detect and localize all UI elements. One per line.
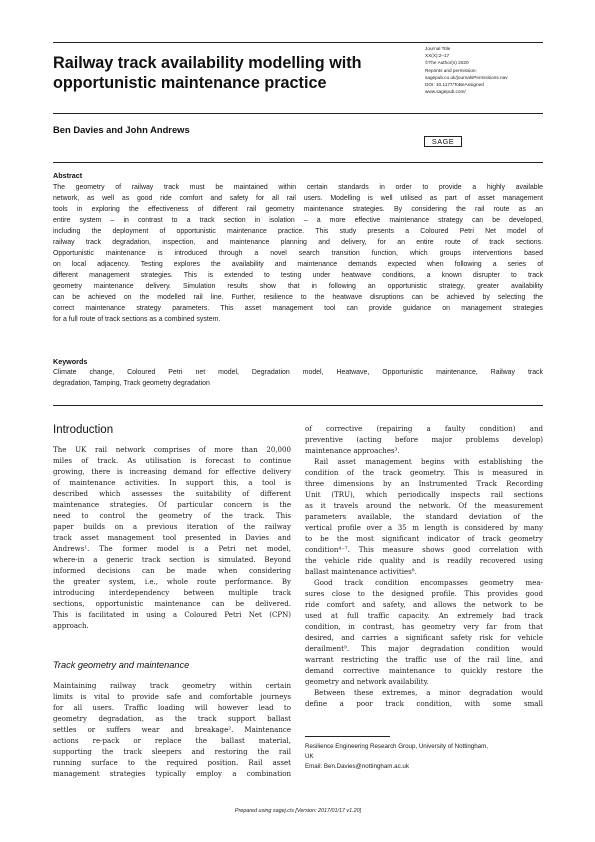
title-line: opportunistic maintenance practice xyxy=(53,74,327,92)
body-text-line: Rail asset management begins with establishing the xyxy=(314,457,543,466)
body-text-line: sections, opportunistic maintenance can be delivered. xyxy=(53,599,291,608)
body-text-line: geometry and network availability. xyxy=(305,677,429,686)
abstract-line: network, as well as good ride comfort and safety for all rail users. Modelling is well utilised as part of asset management xyxy=(53,195,543,202)
body-text-line: condition, in contrast, has geometry very far from that xyxy=(305,622,543,631)
subsection-heading: Track geometry and maintenance xyxy=(53,660,190,670)
section-heading-introduction: Introduction xyxy=(53,424,114,436)
abstract-line: tools in exploring the effectiveness of different rail geometry maintenance strategies. By considering the rail route as an xyxy=(53,206,543,213)
body-text-line: the vehicle ride quality and is readily recovered using xyxy=(305,556,543,565)
body-text-line: management strategies typically employ a combination xyxy=(53,769,291,778)
body-text-line: of corrective (repairing a faulty condition) and xyxy=(305,424,543,433)
footnote-rule xyxy=(305,736,390,737)
body-text-line: need to control the geometry of the track. This xyxy=(53,511,291,520)
body-text-line: condition of the track geometry. This is measured in xyxy=(305,468,543,477)
body-text-line: Andrews¹. The former model is a Petri net model, xyxy=(53,544,291,553)
body-text-line: settles or suffers wear and breakage². Maintenance xyxy=(53,725,291,734)
body-text-line: three dimensions by an Instrumented Track Recording xyxy=(305,479,543,488)
body-text-line: maintenance strategies. Of particular concern is the xyxy=(53,500,291,509)
body-text-line: paper builds on a previous iteration of the railway xyxy=(53,522,291,531)
body-text-line: actions re-pack or replace the ballast material, xyxy=(53,736,291,745)
abstract-line: different management strategies. This is extended to testing under heatwave conditions, a known disrupter to track xyxy=(53,272,543,279)
body-text-line: define a poor track condition, with some small xyxy=(305,699,543,708)
abstract-line: correct maintenance strategy parameters. This asset management tool can provide guidance on management strategies xyxy=(53,305,543,312)
body-text-line: running surface to the required position. Rail asset xyxy=(53,758,291,767)
abstract-line: The geometry of railway track must be maintained within certain standards in order to provide a highly available xyxy=(53,184,543,191)
journal-meta-line: ©The Author(s) 2020 xyxy=(425,60,469,66)
body-text-line: of maintenance activities. In support this, a tool is xyxy=(53,478,291,487)
publisher-logo: SAGE xyxy=(424,136,462,147)
body-text-line: Between these extremes, a minor degradation would xyxy=(314,688,543,697)
abstract-line: including the deployment of opportunistic maintenance practice. This study presents a Coloured Petri Net model of xyxy=(53,228,543,235)
abstract-heading: Abstract xyxy=(53,171,83,180)
abstract-line: can be achieved on the modelled rail line. Further, resilience to the heatwave disruptions can be achieved by selecting the xyxy=(53,294,543,301)
top-rule xyxy=(53,42,543,43)
page-footer: Prepared using sagej.cls [Version: 2017/01/17 v1.20] xyxy=(234,808,362,814)
affiliation-line: Resilience Engineering Research Group, University of Nottingham, xyxy=(305,743,488,750)
body-text-line: informed decisions can be made when considering xyxy=(53,566,291,575)
body-text-line: miles of track. As utilisation is forecast to continue xyxy=(53,456,291,465)
abstract-bottom-rule xyxy=(53,405,543,406)
body-text-line: preventive (acting before major problems develop) xyxy=(305,435,543,444)
keywords-line: degradation, Tamping, Track geometry degradation xyxy=(53,380,210,387)
body-text-line: The UK rail network comprises of more than 20,000 xyxy=(53,445,291,454)
journal-meta-line: Reprints and permission: xyxy=(425,67,477,73)
title-line: Railway track availability modelling with xyxy=(53,54,362,72)
body-text-line: desired, and carries a significant safety risk for vehicle xyxy=(305,633,543,642)
body-text-line: Unit (TRU), which periodically inspects rail sections xyxy=(305,490,543,499)
journal-meta-line: sagepub.co.uk/journalsPermissions.nav xyxy=(425,74,508,80)
body-text-line: parameters available, the standard deviation of the xyxy=(305,512,543,521)
body-text-line: demand corrective maintenance to quickly restore the xyxy=(305,666,543,675)
keywords-heading: Keywords xyxy=(53,357,88,366)
keywords-line: Climate change, Coloured Petri net model, Degradation model, Heatwave, Opportunistic maintenance, Railway track xyxy=(53,369,543,376)
abstract-line: on local adjacency. Testing explores the availability and maintenance demands expected when following a series of xyxy=(53,261,543,268)
body-text-line: limits is vital to provide safe and comfortable journeys xyxy=(53,692,291,701)
body-text-line: maintenance approaches³. xyxy=(305,446,400,455)
authors: Ben Davies and John Andrews xyxy=(53,124,190,135)
body-text-line: the greater system, i.e., whole route performance. By xyxy=(53,577,291,586)
body-text-line: growing, there is increasing demand for effective delivery xyxy=(53,467,291,476)
body-text-line: where-in a generic track section is simulated. Beyond xyxy=(53,555,291,564)
body-text-line: track asset management tool presented in Davies and xyxy=(53,533,291,542)
abstract-line: for a full route of track sections as a combined system. xyxy=(53,316,221,323)
abstract-line: entire system – in contrast to a track section in isolation – a more effective maintenance strategy can be developed, xyxy=(53,217,543,224)
body-text-line: introducing interdependency between multiple track xyxy=(53,588,291,597)
body-text-line: to be the most significant indicator of track geometry xyxy=(305,534,543,543)
journal-meta-line: DOI: 10.1177/ToBeAssigned xyxy=(425,82,484,88)
body-text-line: condition⁴⁻⁷. This measure shows good correlation with xyxy=(305,545,543,554)
journal-meta-line: XX(X):2–17 xyxy=(425,53,450,59)
body-text-line: supporting the track sleepers and restoring the rail xyxy=(53,747,291,756)
body-text-line: ride comfort and safety, and allows the network to be xyxy=(305,600,543,609)
body-text-line: sures close to the designed profile. This provides good xyxy=(305,589,543,598)
body-text-line: for all users. Traffic loading will however lead to xyxy=(53,703,291,712)
body-text-line: derailment⁹. This major degradation condition would xyxy=(305,644,543,653)
abstract-line: railway track degradation, inspection, and maintenance planning and delivery, for an entire route of track sections. xyxy=(53,239,543,246)
abstract-line: Opportunistic maintenance is introduced through a novel search transition function, which groups interventions based xyxy=(53,250,543,257)
body-text-line: vertical profile over a 35 m length is considered by many xyxy=(305,523,543,532)
journal-meta xyxy=(425,45,550,95)
journal-meta-line: Journal Title xyxy=(425,46,451,51)
body-text-line: Maintaining railway track geometry within certain xyxy=(53,681,291,690)
paper-title xyxy=(53,53,383,93)
body-text-line: warrant restricting the traffic use of the rail line, and xyxy=(305,655,543,664)
body-text-line: described which assesses the suitability of different xyxy=(53,489,291,498)
body-text-line: This is facilitated in using a Coloured Petri Net (CPN) xyxy=(53,610,291,619)
body-text-line: geometry degradation, as the track support ballast xyxy=(53,714,291,723)
body-text-line: as it travels around the network. Of the measurement xyxy=(305,501,543,510)
journal-meta-line: www.sagepub.com/ xyxy=(425,89,466,95)
body-text-line: ballast maintenance activities⁸. xyxy=(305,567,417,576)
title-rule xyxy=(53,113,543,114)
body-text-line: used at full traffic capacity. An extremely bad track xyxy=(305,611,543,620)
body-text-line: Good track condition encompasses geometry mea- xyxy=(314,578,543,587)
body-text-line: approach. xyxy=(53,621,89,630)
affiliation-line: Email: Ben.Davies@nottingham.ac.uk xyxy=(305,763,409,770)
affiliation-line: UK xyxy=(305,753,314,760)
abstract-top-rule xyxy=(53,162,543,163)
abstract-line: geometry maintenance delivery. Simulation results show that in following an opportunistic strategy, greater availability xyxy=(53,283,543,290)
